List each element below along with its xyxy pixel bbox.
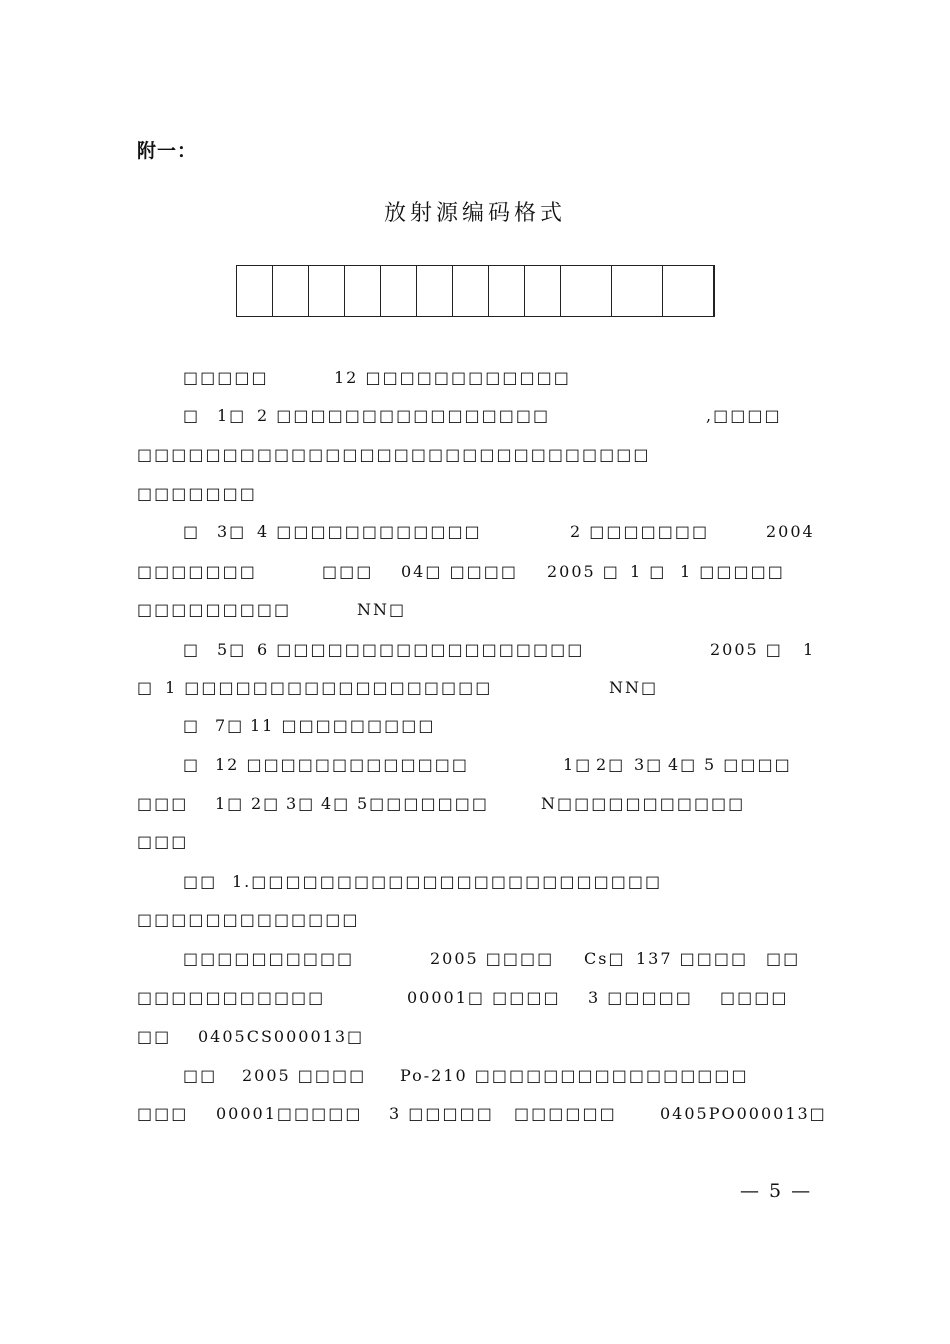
text-segment: 1 bbox=[803, 640, 816, 659]
text-segment: □□ bbox=[766, 949, 801, 968]
text-segment: □□□ bbox=[137, 1104, 189, 1123]
text-segment: □□ bbox=[183, 1066, 218, 1085]
text-segment: 2□ bbox=[251, 794, 281, 813]
code-cell-2 bbox=[273, 266, 309, 316]
text-segment: 1 □□□□□□□□□□□□□□□□□□ bbox=[165, 678, 493, 697]
text-segment: 2 □□□□□□□□□□□□□□□□ bbox=[257, 406, 551, 425]
text-segment: □ bbox=[183, 640, 201, 659]
text-segment: 7□ bbox=[215, 716, 245, 735]
text-segment: 2005 □ bbox=[547, 562, 620, 581]
code-format-grid bbox=[236, 265, 715, 317]
code-cell-10 bbox=[561, 266, 612, 316]
document-title: 放射源编码格式 bbox=[383, 201, 566, 226]
text-segment: □ bbox=[183, 755, 201, 774]
text-segment: 0405CS000013□ bbox=[198, 1027, 365, 1046]
text-segment: Cs□ bbox=[584, 949, 626, 968]
text-segment: 00001□□□□□ bbox=[216, 1104, 363, 1123]
code-cell-5 bbox=[381, 266, 417, 316]
text-segment: 11 □□□□□□□□□ bbox=[250, 716, 436, 735]
text-segment: □□□□□□ bbox=[514, 1104, 617, 1123]
text-segment: 1 □□□□□ bbox=[680, 562, 785, 581]
page-number: — 5 — bbox=[740, 1180, 813, 1202]
text-segment: N□□□□□□□□□□□ bbox=[541, 794, 746, 813]
text-segment: 3 □□□□□ bbox=[389, 1104, 494, 1123]
text-segment: □ bbox=[183, 406, 201, 425]
text-segment: 0405PO000013□ bbox=[660, 1104, 827, 1123]
text-segment: □ bbox=[183, 522, 201, 541]
appendix-heading: 附一： bbox=[137, 140, 198, 162]
code-cell-1 bbox=[237, 266, 273, 316]
text-segment: □□□ bbox=[322, 562, 374, 581]
text-segment: 04□ □□□□ bbox=[401, 562, 519, 581]
text-segment: ,□□□□ bbox=[706, 406, 782, 425]
text-segment: Po-210 □□□□□□□□□□□□□□□□ bbox=[400, 1066, 749, 1085]
code-cell-8 bbox=[489, 266, 525, 316]
text-segment: 4□ bbox=[321, 794, 351, 813]
text-segment: 5 □□□□ bbox=[704, 755, 792, 774]
text-segment: 2□ bbox=[596, 755, 626, 774]
text-segment: □□□□□□□ bbox=[137, 484, 257, 503]
text-segment: □□□□□□□□□ bbox=[137, 600, 292, 619]
text-segment: NN□ bbox=[357, 600, 407, 619]
text-segment: NN□ bbox=[609, 678, 659, 697]
text-segment: 00001□ □□□□ bbox=[407, 988, 561, 1007]
text-segment: 2005 □□□□ bbox=[242, 1066, 367, 1085]
text-segment: 3 □□□□□ bbox=[588, 988, 693, 1007]
text-segment: □□□□□□□□□□□ bbox=[137, 988, 326, 1007]
text-segment: □□□ bbox=[137, 832, 189, 851]
text-segment: 4 □□□□□□□□□□□□ bbox=[257, 522, 482, 541]
text-segment: 1□ bbox=[215, 794, 245, 813]
text-segment: □□□□□□□□□□□□□ bbox=[137, 910, 360, 929]
text-segment: 3□ bbox=[217, 522, 247, 541]
text-segment: 2005 □ bbox=[710, 640, 783, 659]
text-segment: □□ bbox=[183, 872, 218, 891]
text-segment: 6 □□□□□□□□□□□□□□□□□□ bbox=[257, 640, 585, 659]
text-segment: 2004 bbox=[766, 522, 815, 541]
text-segment: 137 □□□□ bbox=[636, 949, 749, 968]
text-segment: 1□ bbox=[217, 406, 247, 425]
text-segment: □□□□□ bbox=[183, 368, 269, 387]
text-segment: 12 □□□□□□□□□□□□ bbox=[334, 368, 571, 387]
code-cell-9 bbox=[525, 266, 561, 316]
text-segment: 2005 □□□□ bbox=[430, 949, 555, 968]
code-cell-4 bbox=[345, 266, 381, 316]
text-segment: □□□□□□□□□□ bbox=[183, 949, 355, 968]
code-cell-6 bbox=[417, 266, 453, 316]
text-segment: 1 □ bbox=[630, 562, 667, 581]
text-segment: 4□ bbox=[668, 755, 698, 774]
text-segment: □□□□ bbox=[720, 988, 789, 1007]
code-cell-7 bbox=[453, 266, 489, 316]
text-segment: 3□ bbox=[634, 755, 664, 774]
text-segment: 1.□□□□□□□□□□□□□□□□□□□□□□□□ bbox=[232, 872, 663, 891]
text-segment: 5□ bbox=[217, 640, 247, 659]
code-cell-12 bbox=[663, 266, 713, 316]
code-cell-3 bbox=[309, 266, 345, 316]
text-segment: □□ bbox=[137, 1027, 172, 1046]
code-cell-11 bbox=[612, 266, 663, 316]
text-segment: □□□□□□□ bbox=[137, 562, 257, 581]
text-segment: □ bbox=[183, 716, 201, 735]
text-segment: 1□ bbox=[563, 755, 593, 774]
text-segment: 12 □□□□□□□□□□□□□ bbox=[215, 755, 469, 774]
text-segment: 5□□□□□□□ bbox=[357, 794, 489, 813]
text-segment: 2 □□□□□□□ bbox=[570, 522, 710, 541]
text-segment: □□□□□□□□□□□□□□□□□□□□□□□□□□□□□□ bbox=[137, 445, 651, 464]
text-segment: 3□ bbox=[286, 794, 316, 813]
text-segment: □□□ bbox=[137, 794, 189, 813]
text-segment: □ bbox=[137, 678, 155, 697]
